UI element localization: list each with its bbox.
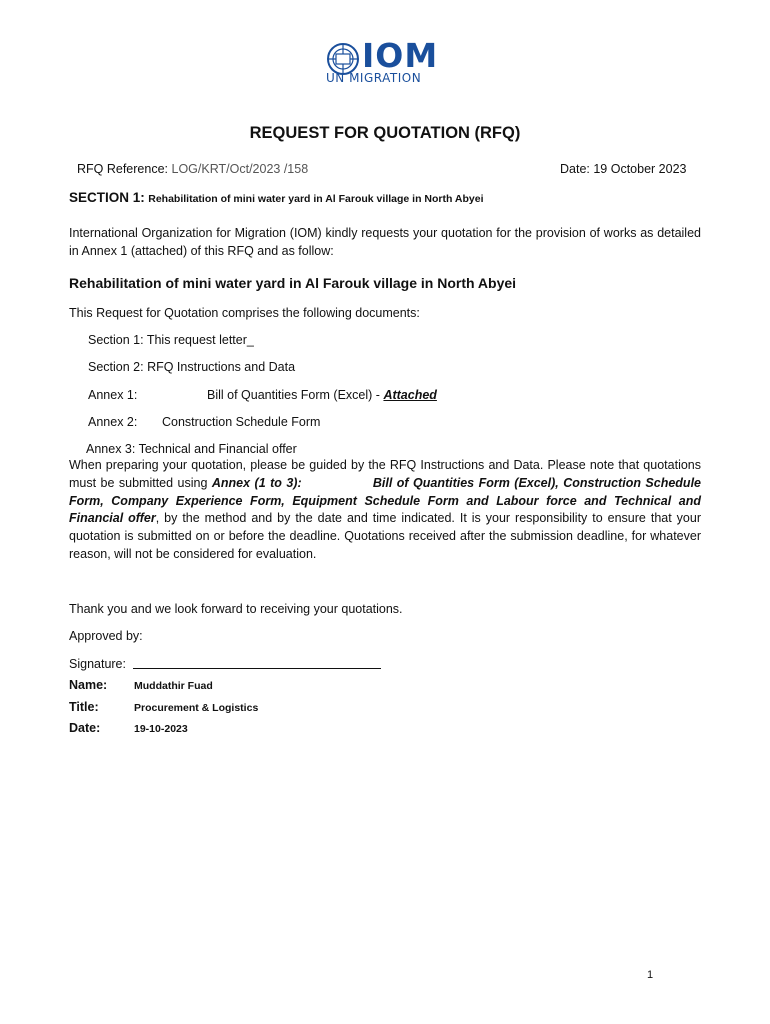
section1-text: Rehabilitation of mini water yard in Al Farouk village in North Abyei <box>148 193 484 205</box>
page-number: 1 <box>647 969 654 981</box>
annex1-label: Annex 1: <box>88 388 138 402</box>
section1-label: SECTION 1: <box>69 190 145 205</box>
document-title: REQUEST FOR QUOTATION (RFQ) <box>249 124 521 142</box>
name-value: Muddathir Fuad <box>134 680 213 692</box>
iom-logo <box>326 36 446 88</box>
title-value: Procurement & Logistics <box>134 702 259 714</box>
document-item-section2: Section 2: RFQ Instructions and Data <box>88 360 296 374</box>
guidance-gap <box>302 476 373 490</box>
annex2-label: Annex 2: <box>88 415 138 429</box>
guidance-annex-range: Annex (1 to 3): <box>211 475 302 490</box>
rfq-reference <box>77 161 308 177</box>
guidance-text-1: When preparing your quotation, please be guided by the RFQ Instructions and Data. Please note that quotations must be submitted using <box>69 458 701 490</box>
annex1-text: Bill of Quantities Form (Excel) - <box>207 388 384 402</box>
project-heading: Rehabilitation of mini water yard in Al Farouk village in North Abyei <box>69 275 517 291</box>
intro-paragraph: International Organization for Migration (IOM) kindly requests your quotation for the provision of works as detailed in Annex 1 (attached) of this RFQ and as follow: <box>69 226 701 258</box>
annex1-item <box>207 387 437 403</box>
title-label: Title: <box>69 700 99 714</box>
signature-label: Signature: <box>69 657 126 671</box>
logo-subtitle: UN MIGRATION <box>326 71 422 85</box>
document-item-section1: Section 1: This request letter_ <box>88 333 254 347</box>
documents-intro: This Request for Quotation comprises the following documents: <box>69 306 420 320</box>
name-label: Name: <box>69 678 108 692</box>
signature-line <box>133 668 381 669</box>
approved-by-label: Approved by: <box>69 629 143 643</box>
guidance-paragraph <box>69 457 701 564</box>
annex3-item: Annex 3: Technical and Financial offer <box>86 442 297 456</box>
closing-text: Thank you and we look forward to receiving your quotations. <box>69 602 403 616</box>
date-label: Date: <box>69 721 101 735</box>
document-date: Date: 19 October 2023 <box>560 162 687 176</box>
annex1-attached-link[interactable]: Attached <box>383 388 437 402</box>
guidance-text-2: , by the method and by the date and time indicated. It is your responsibility to ensure that your quotation is submitted on or before the deadline. Quotations received after the submission deadline, for whatever reason, will not be considered for evaluation. <box>69 511 701 561</box>
logo-wordmark: IOM <box>362 36 439 75</box>
rfq-reference-value: LOG/KRT/Oct/2023 /158 <box>171 162 309 176</box>
date-value: 19-10-2023 <box>134 723 188 735</box>
section1-heading <box>69 190 484 207</box>
annex2-text: Construction Schedule Form <box>162 415 321 429</box>
rfq-reference-label: RFQ Reference: <box>77 162 169 176</box>
guidance-form-list: Bill of Quantities Form (Excel), Construction Schedule Form, Company Experience Form, Equipment Schedule Form and Labour force and Technical and Financial offer <box>69 475 701 526</box>
